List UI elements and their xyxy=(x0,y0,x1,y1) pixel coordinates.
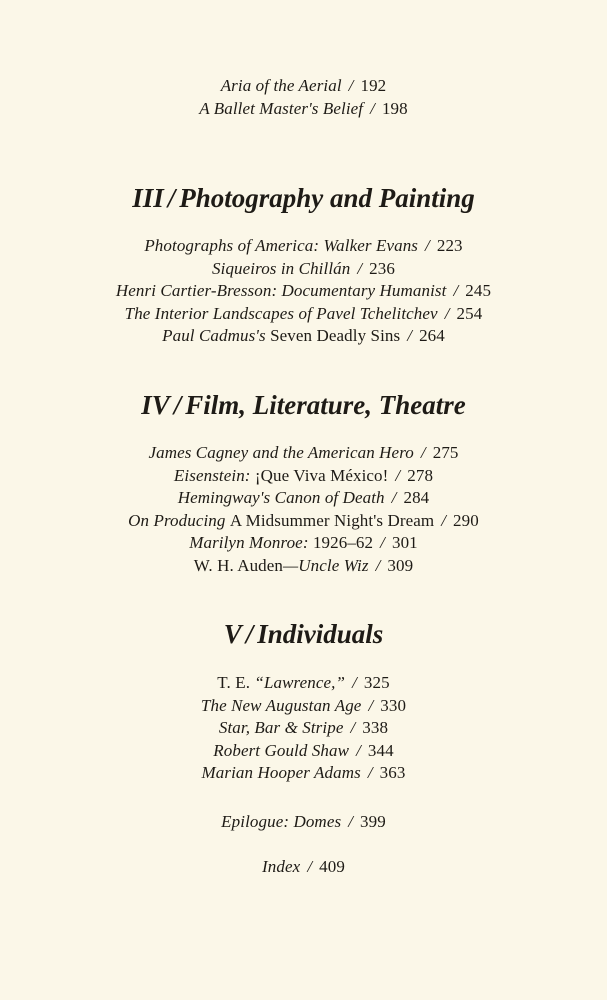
entry-page-number: 290 xyxy=(453,510,479,530)
toc-entry xyxy=(0,762,607,785)
toc-entry xyxy=(0,555,607,578)
section-separator: / xyxy=(173,390,182,420)
entry-page-number: 278 xyxy=(407,465,434,485)
entry-page-number: 192 xyxy=(360,76,387,95)
entry-title-part: Star, Bar & Stripe xyxy=(218,718,344,738)
toc-entry xyxy=(0,465,607,488)
entry-page-number: 198 xyxy=(381,98,408,118)
toc-entry xyxy=(0,740,607,763)
toc-entry xyxy=(0,303,607,326)
entry-title-part: T. E. xyxy=(217,673,255,692)
toc-entry xyxy=(0,695,607,718)
entry-separator: / xyxy=(356,740,361,760)
toc-entry xyxy=(0,487,607,510)
entry-title-part: A Ballet Master's Belief xyxy=(199,98,364,118)
entry-title-part: James Cagney and the American Hero xyxy=(148,443,414,462)
entry-page-number: 254 xyxy=(456,303,483,323)
entry-separator: / xyxy=(425,236,430,255)
entry-title-part: Marian Hooper Adams xyxy=(201,763,361,783)
entry-page-number: 344 xyxy=(367,740,394,760)
section-title: Film, Literature, Theatre xyxy=(185,390,466,420)
entry-separator: / xyxy=(370,98,375,118)
entry-title-part: 1926–62 xyxy=(312,533,374,553)
entry-separator: / xyxy=(407,326,413,346)
entry-separator: / xyxy=(368,695,374,715)
entry-title-part: Eisenstein: xyxy=(173,465,255,485)
toc-entry xyxy=(0,532,607,555)
section-separator: / xyxy=(167,183,176,213)
toc-entry xyxy=(0,672,607,695)
entry-separator: / xyxy=(380,533,385,553)
entry-title-part: Marilyn Monroe: xyxy=(189,533,313,553)
entry-title-part: A Midsummer Night's Dream xyxy=(229,510,435,530)
entry-separator: / xyxy=(348,812,354,831)
toc-entry xyxy=(0,811,607,834)
section-heading-iv xyxy=(0,389,607,421)
entry-separator: / xyxy=(348,76,354,95)
entry-page-number: 309 xyxy=(387,555,414,575)
entry-separator: / xyxy=(350,718,356,738)
entry-page-number: 325 xyxy=(363,673,390,692)
entry-page-number: 236 xyxy=(369,258,395,278)
entry-separator: / xyxy=(375,555,381,575)
entry-title-part: W. H. Auden xyxy=(193,555,284,575)
toc-entry xyxy=(0,325,607,348)
section-entries-iv xyxy=(0,442,607,578)
section-numeral: IV xyxy=(141,390,170,420)
continued-entries xyxy=(0,75,607,120)
entry-title-part: The Interior Landscapes of Pavel Tchelitchev xyxy=(124,303,438,323)
entry-title-part: Seven Deadly Sins xyxy=(270,326,401,346)
entry-title-part: “Lawrence,” xyxy=(254,673,346,692)
entry-title-part: Index xyxy=(262,857,301,876)
entry-separator: / xyxy=(357,258,363,278)
entry-page-number: 264 xyxy=(419,326,445,346)
toc-entry xyxy=(0,280,607,303)
section-numeral: III xyxy=(132,183,164,213)
toc-entry xyxy=(0,717,607,740)
toc-entry xyxy=(0,235,607,258)
toc-entry xyxy=(0,442,607,465)
toc-entry xyxy=(0,856,607,879)
entry-title-part: The New Augustan Age xyxy=(200,695,362,715)
epilogue-entry xyxy=(0,811,607,834)
toc-entry xyxy=(0,510,607,533)
entry-separator: / xyxy=(420,443,426,462)
section-entries-v xyxy=(0,672,607,785)
entry-title-part: Robert Gould Shaw xyxy=(213,740,350,760)
section-title: Photography and Painting xyxy=(179,183,475,213)
entry-title-part: Paul Cadmus's xyxy=(162,326,271,346)
section-numeral: V xyxy=(223,619,242,649)
entry-separator: / xyxy=(352,673,357,692)
entry-title-part: —Uncle Wiz xyxy=(283,555,369,575)
entry-page-number: 223 xyxy=(436,236,463,255)
entry-separator: / xyxy=(395,465,401,485)
toc-entry xyxy=(0,258,607,281)
entry-page-number: 399 xyxy=(360,812,386,831)
entry-separator: / xyxy=(367,763,373,783)
entry-page-number: 245 xyxy=(465,281,492,301)
entry-page-number: 330 xyxy=(380,695,407,715)
entry-separator: / xyxy=(391,488,397,508)
section-title: Individuals xyxy=(257,619,384,649)
entry-title-part: ¡Que Viva México! xyxy=(254,465,389,485)
entry-separator: / xyxy=(441,510,447,530)
section-separator: / xyxy=(245,619,254,649)
entry-title-part: Photographs of America: Walker Evans xyxy=(144,236,419,255)
entry-page-number: 409 xyxy=(319,857,345,876)
section-entries-iii xyxy=(0,235,607,348)
entry-title-part: Epilogue: Domes xyxy=(221,812,342,831)
entry-title-part: Siqueiros in Chillán xyxy=(212,258,351,278)
entry-page-number: 275 xyxy=(432,443,459,462)
entry-separator: / xyxy=(444,303,450,323)
entry-separator: / xyxy=(453,281,459,301)
entry-title-part: Henri Cartier-Bresson: Documentary Humanist xyxy=(115,281,447,301)
index-entry xyxy=(0,856,607,879)
toc-entry xyxy=(0,75,607,98)
entry-title-part: Hemingway's Canon of Death xyxy=(177,488,385,508)
entry-page-number: 284 xyxy=(403,488,430,508)
section-heading-iii xyxy=(0,182,607,214)
entry-separator: / xyxy=(307,857,313,876)
entry-page-number: 338 xyxy=(362,718,389,738)
entry-page-number: 301 xyxy=(391,533,418,553)
toc-entry xyxy=(0,98,607,121)
section-heading-v xyxy=(0,618,607,650)
entry-page-number: 363 xyxy=(379,763,406,783)
entry-title-part: On Producing xyxy=(128,510,230,530)
entry-title-part: Aria of the Aerial xyxy=(220,76,342,95)
